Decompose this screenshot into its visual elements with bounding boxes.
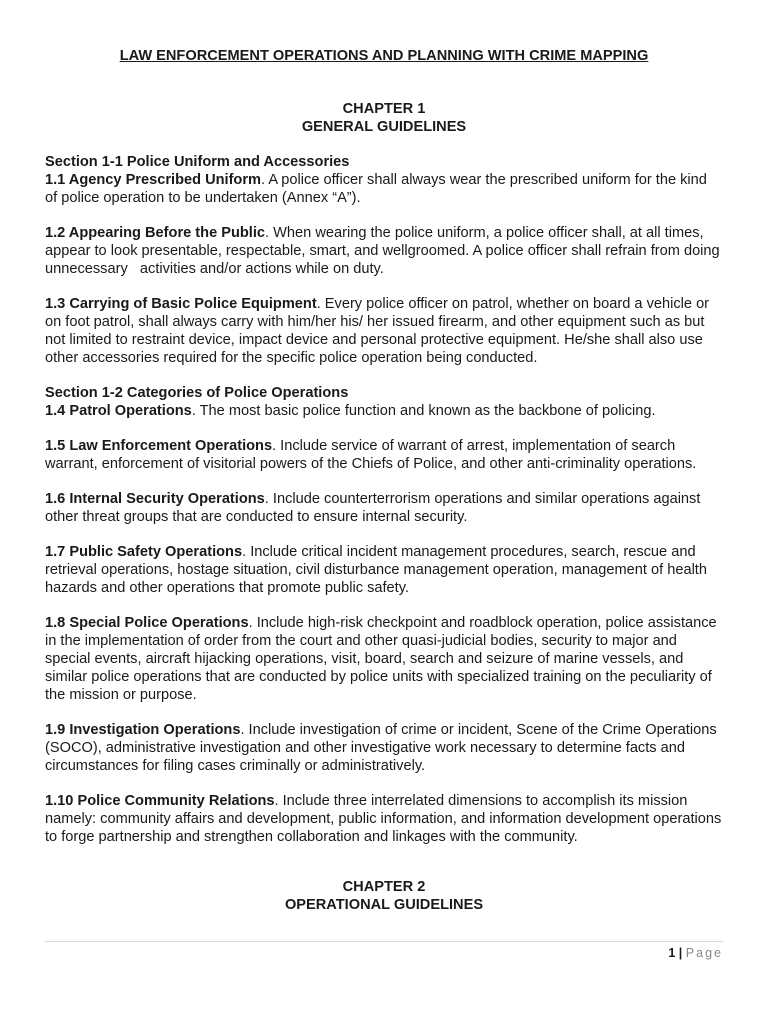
item-title: 1.1 Agency Prescribed Uniform (45, 172, 262, 188)
document-page (45, 0, 723, 914)
paragraph-1-8 (45, 614, 723, 704)
page-footer (668, 944, 723, 962)
item-body: . Include critical incident management procedures, search, rescue and retrieval operations, hostage situation, civil disturbance management operation, management of health hazards and other operations that promote public safety. (45, 544, 707, 596)
chapter-number: CHAPTER 1 (342, 101, 426, 117)
chapter-number: CHAPTER 2 (342, 879, 426, 895)
chapter-name: OPERATIONAL GUIDELINES (284, 897, 484, 913)
item-title: 1.8 Special Police Operations (45, 615, 249, 631)
item-body: . Every police officer on patrol, whether on board a vehicle or on foot patrol, shall always carry with him/her his/ her issued firearm, and other equipment such as but not limited to restraint device, impact device and personal protective equipment. He/she shall also use other accessories required for the specific police operation being conducted. (45, 296, 710, 366)
item-body: . Include investigation of crime or incident, Scene of the Crime Operations (SOCO), administrative investigation and other investigative work necessary to determine facts and circumstances for filing cases criminally or administratively. (45, 722, 717, 774)
section-1-2 (45, 384, 723, 846)
item-title: 1.10 Police Community Relations (45, 793, 275, 809)
item-title: 1.7 Public Safety Operations (45, 544, 243, 560)
item-title: 1.3 Carrying of Basic Police Equipment (45, 296, 317, 312)
section-heading: Section 1-2 Categories of Police Operations (45, 385, 349, 401)
item-title: 1.5 Law Enforcement Operations (45, 438, 273, 454)
page-label: Page (685, 946, 723, 960)
item-body: . Include high-risk checkpoint and roadblock operation, police assistance in the implementation of order from the court and other quasi-judicial bodies, security to major and special events, aircraft hijacking operations, visit, board, search and seizure of marine vessels, and similar police operations that are conducted by police units with specialized training on the peculiarity of the mission or purpose. (45, 615, 717, 703)
chapter-1-heading (45, 100, 723, 136)
page-number: 1 (668, 946, 676, 960)
paragraph-1-4 (45, 402, 723, 420)
chapter-2-heading (45, 878, 723, 914)
chapter-name: GENERAL GUIDELINES (301, 119, 467, 135)
paragraph-1-1 (45, 171, 723, 207)
item-body: . Include service of warrant of arrest, implementation of search warrant, enforcement of visitorial powers of the Chiefs of Police, and other anti-criminality operations. (45, 438, 697, 472)
paragraph-1-7 (45, 543, 723, 597)
footer-divider (45, 941, 723, 942)
paragraph-1-5 (45, 437, 723, 473)
section-heading: Section 1-1 Police Uniform and Accessories (45, 154, 350, 170)
item-title: 1.4 Patrol Operations (45, 403, 192, 419)
document-title: LAW ENFORCEMENT OPERATIONS AND PLANNING WITH CRIME MAPPING (119, 48, 649, 64)
paragraph-1-9 (45, 721, 723, 775)
paragraph-1-10 (45, 792, 723, 846)
item-body: . When wearing the police uniform, a police officer shall, at all times, appear to look presentable, respectable, smart, and wellgroomed. A police officer shall refrain from doing unnecessary activities and/or actions while on duty. (45, 225, 720, 277)
item-body: . Include counterterrorism operations and similar operations against other threat groups that are conducted to ensure internal security. (45, 491, 701, 525)
item-title: 1.2 Appearing Before the Public (45, 225, 266, 241)
paragraph-1-6 (45, 490, 723, 526)
item-body: . Include three interrelated dimensions to accomplish its mission namely: community affairs and development, public information, and information development operations to forge partnership and strengthen collaboration and linkages with the community. (45, 793, 722, 845)
paragraph-1-2 (45, 224, 723, 278)
section-1-1 (45, 153, 723, 367)
item-title: 1.9 Investigation Operations (45, 722, 241, 738)
footer-separator: | (678, 946, 683, 960)
item-title: 1.6 Internal Security Operations (45, 491, 265, 507)
paragraph-1-3 (45, 295, 723, 367)
item-body: . The most basic police function and known as the backbone of policing. (191, 403, 656, 419)
item-body: . A police officer shall always wear the prescribed uniform for the kind of police operation to be undertaken (Annex “A”). (45, 172, 707, 206)
